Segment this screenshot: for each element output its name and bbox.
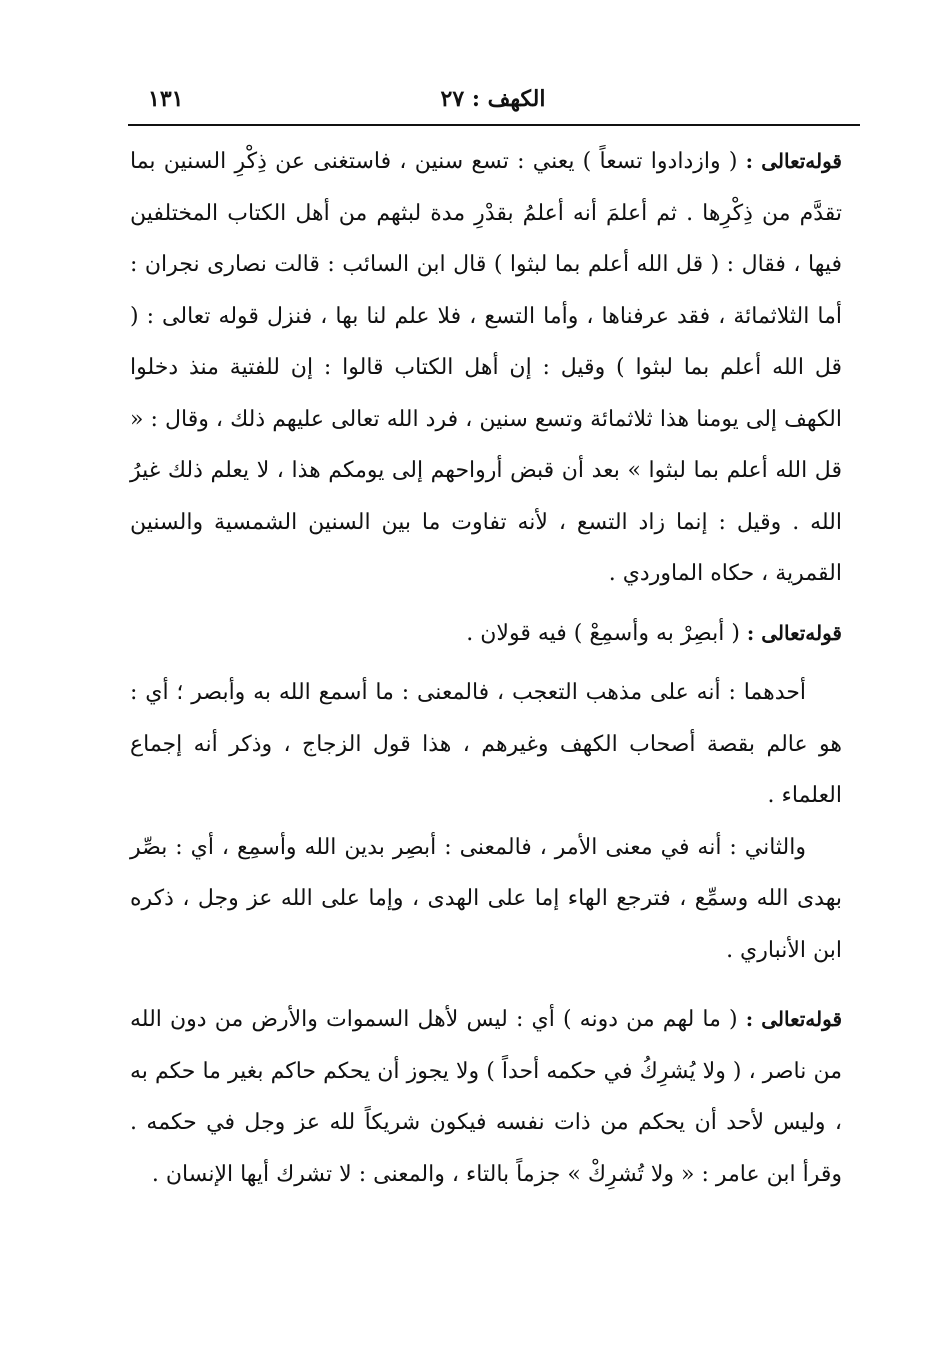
page-header xyxy=(128,82,858,122)
paragraph-3 xyxy=(130,667,842,822)
running-title: الكهف : ٢٧ xyxy=(440,86,546,112)
header-rule xyxy=(128,124,860,126)
paragraph-3-text: أحدهما : أنه على مذهب التعجب ، فالمعنى : ما أسمع الله به وأبصر ؛ أي : هو عالم بقصة أصحاب الكهف وغيرهم ، هذا قول الزجاج ، وذكر أنه إجماع العلماء . xyxy=(130,680,842,808)
paragraph-5 xyxy=(130,994,842,1200)
paragraph-2-text: ( أبصِرْ به وأسمِعْ ) فيه قولان . xyxy=(466,620,740,646)
paragraph-4 xyxy=(130,822,842,977)
page-body xyxy=(130,136,842,1200)
paragraph-2 xyxy=(130,608,842,660)
paragraph-1-text: ( وازدادوا تسعاً ) يعني : تسع سنين ، فاستغنى عن ذِكْرِ السنين بما تقدَّم من ذِكْرِها . ثم أعلمَ أنه أعلمُ بقدْرِ مدة لبثهم من أهل الكتاب المختلفين فيها ، فقال : ( قل الله أعلم بما لبثوا ) قال ابن السائب : قالت نصارى نجران : أما الثلاثمائة ، فقد عرفناها ، وأما التسع ، فلا علم لنا بها ، فنزل قوله تعالى : ( قل الله أعلم بما لبثوا ) وقيل : إن أهل الكتاب قالوا : إن للفتية منذ دخلوا الكهف إلى يومنا هذا ثلاثمائة وتسع سنين ، فرد الله تعالى عليهم ذلك ، وقال : « قل الله أعلم بما لبثوا » بعد أن قبض أرواحهم إلى يومكم هذا ، لا يعلم ذلك غيرُ الله . وقيل : إنما زاد التسع ، لأنه تفاوت ما بين السنين الشمسية والسنين القمرية ، حكاه الماوردي . xyxy=(130,149,842,586)
paragraph-1 xyxy=(130,136,842,600)
paragraph-5-lead: قوله‌تعالى : xyxy=(737,1007,843,1031)
page-number: ١٣١ xyxy=(148,86,184,112)
paragraph-4-text: والثاني : أنه في معنى الأمر ، فالمعنى : أبصِر بدين الله وأسمِع ، أي : بصِّر بهدى الله وسمِّع ، فترجع الهاء إما على الهدى ، وإما على الله عز وجل ، ذكره ابن الأنباري . xyxy=(130,834,842,963)
paragraph-1-lead: قوله‌تعالى : xyxy=(737,149,842,173)
paragraph-2-lead: قوله‌تعالى : xyxy=(739,620,842,645)
paragraph-5-text: ( ما لهم من دونه ) أي : ليس لأهل السموات والأرض من دون الله من ناصر ، ( ولا يُشرِكُ في حكمه أحداً ) ولا يجوز أن يحكم حاكم بغير ما حكم به ، وليس لأحد أن يحكم من ذات نفسه فيكون شريكاً لله عز وجل في حكمه . وقرأ ابن عامر : « ولا تُشرِكْ » جزماً بالتاء ، والمعنى : لا تشرك أيها الإنسان . xyxy=(130,1007,842,1187)
